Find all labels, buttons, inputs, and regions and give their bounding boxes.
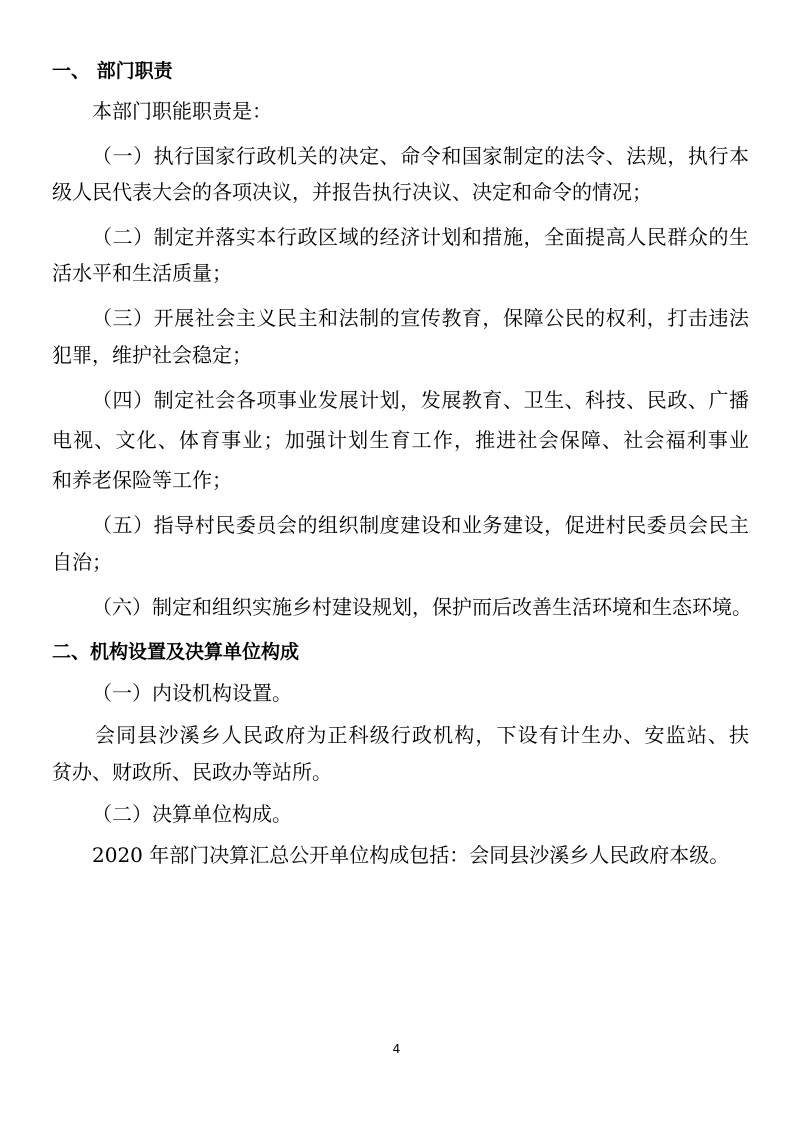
duty-2-line1: （二）制定并落实本行政区域的经济计划和措施，全面提高人民群众的生 — [92, 225, 749, 249]
duty-3-line2: 犯罪，维护社会稳定； — [52, 343, 252, 367]
duty-4-line1: （四）制定社会各项事业发展计划，发展教育、卫生、科技、民政、广播 — [92, 388, 749, 412]
duty-3-line1: （三）开展社会主义民主和法制的宣传教育，保障公民的权利，打击违法 — [92, 306, 749, 330]
page-number: 4 — [392, 1042, 401, 1056]
section2-sub1-line1: 会同县沙溪乡人民政府为正科级行政机构，下设有计生办、安监站、扶 — [95, 723, 749, 747]
section2-sub1-line2: 贫办、财政所、民政办等站所。 — [52, 760, 332, 784]
section2-sub2-title: （二）决算单位构成。 — [92, 802, 292, 826]
section2-sub1-title: （一）内设机构设置。 — [92, 681, 292, 705]
duty-4-line3: 和养老保险等工作； — [52, 468, 232, 492]
duty-2-line2: 活水平和生活质量； — [52, 261, 232, 285]
section2-heading: 二、机构设置及决算单位构成 — [52, 641, 300, 663]
duty-1-line2: 级人民代表大会的各项决议，并报告执行决议、决定和命令的情况； — [52, 180, 652, 204]
duty-1-line1: （一）执行国家行政机关的决定、命令和国家制定的法令、法规，执行本 — [92, 144, 749, 168]
section2-sub2-line1: 2020 年部门决算汇总公开单位构成包括：会同县沙溪乡人民政府本级。 — [92, 843, 730, 867]
duty-4-line2: 电视、文化、体育事业；加强计划生育工作，推进社会保障、社会福利事业 — [52, 428, 749, 452]
duty-5-line2: 自治； — [52, 550, 112, 574]
duty-5-line1: （五）指导村民委员会的组织制度建设和业务建设，促进村民委员会民主 — [92, 513, 749, 537]
section1-intro: 本部门职能职责是： — [92, 99, 272, 123]
duty-6-line1: （六）制定和组织实施乡村建设规划，保护而后改善生活环境和生态环境。 — [92, 595, 752, 619]
section1-heading: 一、 部门职责 — [52, 60, 173, 82]
